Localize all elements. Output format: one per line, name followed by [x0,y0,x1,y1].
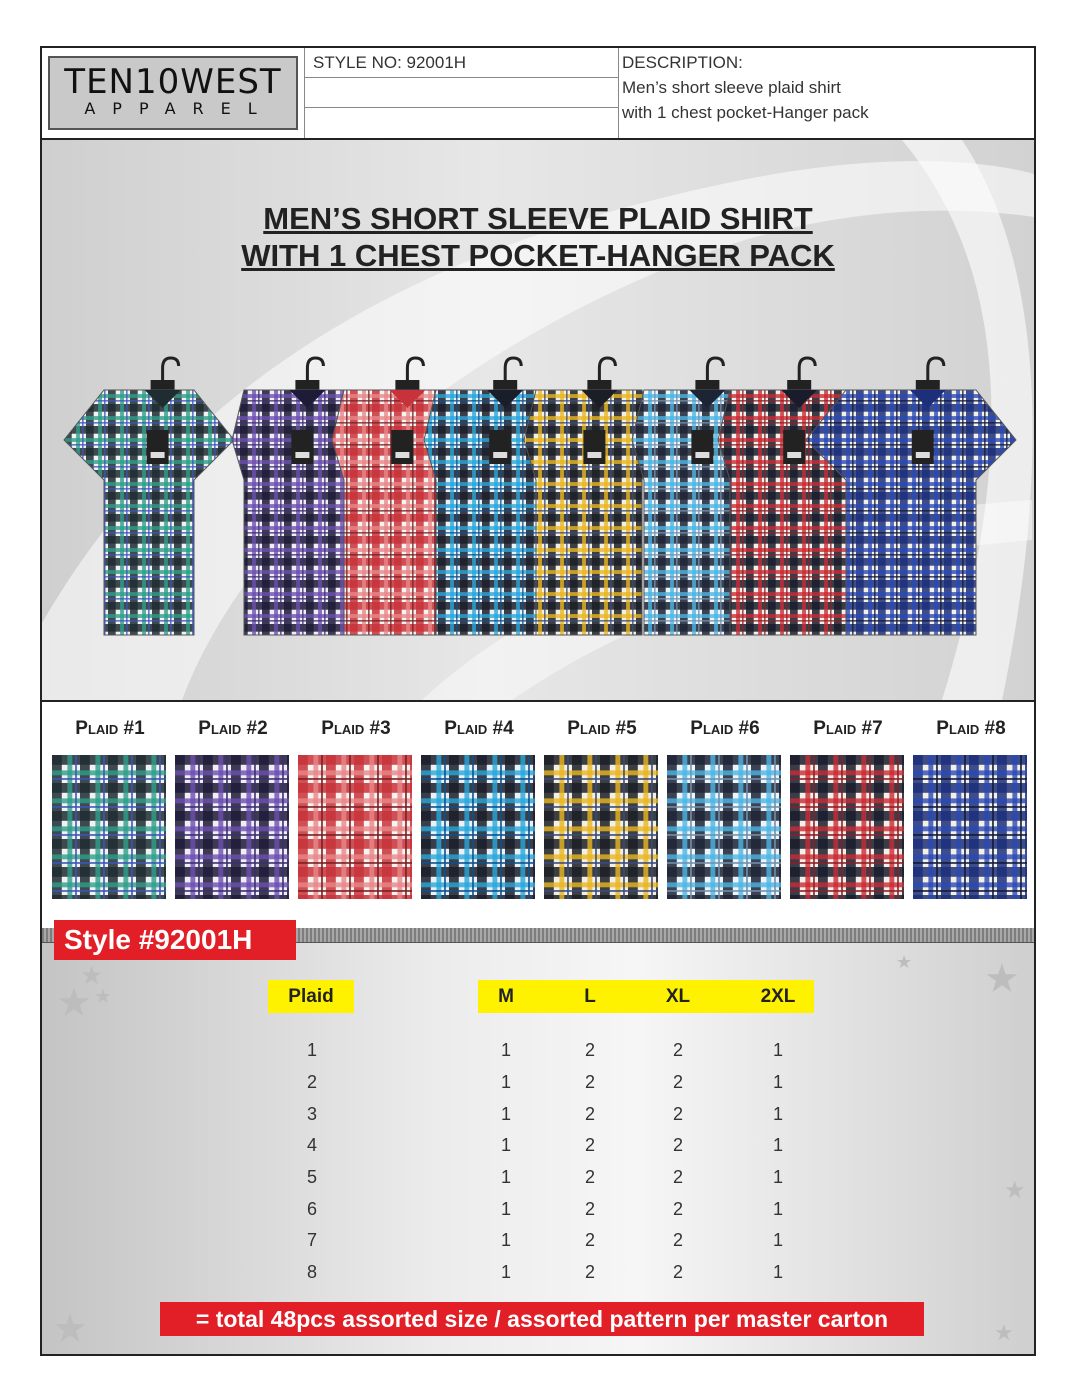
star-icon: ★ [896,952,913,972]
cell-plaid: 1 [306,1040,317,1060]
cell-xl: 2 [672,1135,683,1155]
swatch-label: Plaid #3 [321,718,391,739]
cell-plaid: 8 [306,1262,317,1282]
cell-2xl: 1 [772,1167,783,1187]
plaid-swatch-image [913,755,1027,899]
cell-l: 2 [584,1104,595,1124]
cell-m: 1 [500,1262,511,1282]
title-line: WITH 1 CHEST POCKET-HANGER PACK [241,238,835,273]
style-badge: Style #92001H [54,920,296,960]
cell-2xl: 1 [772,1072,783,1092]
cell-2xl: 1 [772,1230,783,1250]
size-breakdown-section [42,924,1034,1356]
total-carton-note: = total 48pcs assorted size / assorted pattern per master carton [160,1302,924,1336]
cell-xl: 2 [672,1072,683,1092]
cell-plaid: 6 [306,1199,317,1219]
header-2xl: 2XL [760,986,796,1007]
cell-xl: 2 [672,1262,683,1282]
cell-l: 2 [584,1262,595,1282]
style-number-box [304,48,619,138]
cell-plaid: 3 [306,1104,317,1124]
swatch-plaid-4 [421,718,537,904]
swatch-label: Plaid #7 [813,718,883,739]
cell-m: 1 [500,1230,511,1250]
shirt-image [718,358,858,635]
title-line: MEN’S SHORT SLEEVE PLAID SHIRT [263,201,813,236]
cell-xl: 2 [672,1167,683,1187]
cell-l: 2 [584,1040,595,1060]
cell-2xl: 1 [772,1199,783,1219]
cell-l: 2 [584,1199,595,1219]
swatch-plaid-1 [52,718,168,904]
shirt-image [524,358,654,635]
swatch-label: Plaid #2 [198,718,268,739]
plaid-swatches [42,702,1034,927]
cell-l: 2 [584,1135,595,1155]
cell-2xl: 1 [772,1262,783,1282]
logo-main-text: TEN10WEST [64,62,282,102]
product-hero [42,140,1034,702]
swatch-label: Plaid #8 [936,718,1006,739]
logo-sub-text: APPAREL [84,99,274,118]
swatch-plaid-3 [298,718,414,904]
cell-m: 1 [500,1072,511,1092]
plaid-swatch-image [667,755,781,899]
header [42,48,1034,140]
star-icon: ★ [994,1320,1014,1345]
swatch-label: Plaid #5 [567,718,637,739]
plaid-swatch-image [421,755,535,899]
description-box [622,50,1022,125]
description-line: Men’s short sleeve plaid shirt [622,78,841,97]
cell-2xl: 1 [772,1135,783,1155]
star-icon: ★ [56,981,92,1025]
cell-xl: 2 [672,1104,683,1124]
swatch-plaid-2 [175,718,291,904]
cell-plaid: 5 [306,1167,317,1187]
cell-l: 2 [584,1072,595,1092]
cell-l: 2 [584,1167,595,1187]
plaid-swatch-image [52,755,166,899]
style-number: STYLE NO: 92001H [305,48,618,78]
swatch-label: Plaid #6 [690,718,760,739]
cell-m: 1 [500,1167,511,1187]
description-line: with 1 chest pocket-Hanger pack [622,103,869,122]
empty-row [305,108,618,137]
header-l: L [584,986,596,1007]
spec-sheet [40,46,1036,1356]
cell-xl: 2 [672,1040,683,1060]
brand-logo [48,56,298,130]
swatch-label: Plaid #1 [75,718,145,739]
star-icon: ★ [1004,1177,1026,1204]
swatch-plaid-5 [544,718,660,904]
plaid-swatch-image [298,755,412,899]
swatch-label: Plaid #4 [444,718,514,739]
star-icon: ★ [94,986,112,1008]
cell-plaid: 7 [306,1230,317,1250]
cell-l: 2 [584,1230,595,1250]
cell-xl: 2 [672,1230,683,1250]
cell-2xl: 1 [772,1040,783,1060]
empty-row [305,78,618,108]
shirt-image [64,358,234,635]
cell-m: 1 [500,1104,511,1124]
description-label: DESCRIPTION: [622,53,743,72]
header-m: M [498,986,514,1007]
plaid-swatch-image [544,755,658,899]
cell-m: 1 [500,1199,511,1219]
star-icon: ★ [984,957,1020,1001]
cell-2xl: 1 [772,1104,783,1124]
plaid-swatch-image [175,755,289,899]
plaid-swatch-image [790,755,904,899]
header-plaid: Plaid [268,980,354,1013]
cell-m: 1 [500,1135,511,1155]
star-icon: ★ [80,960,104,990]
size-header-bar [478,980,814,1013]
swatch-plaid-8 [913,718,1029,904]
cell-plaid: 2 [306,1072,317,1092]
header-xl: XL [665,986,691,1007]
cell-xl: 2 [672,1199,683,1219]
star-icon: ★ [52,1307,88,1351]
cell-m: 1 [500,1040,511,1060]
cell-plaid: 4 [306,1135,317,1155]
swatch-plaid-6 [667,718,783,904]
shirt-lineup-image [42,140,1034,700]
swatch-plaid-7 [790,718,906,904]
